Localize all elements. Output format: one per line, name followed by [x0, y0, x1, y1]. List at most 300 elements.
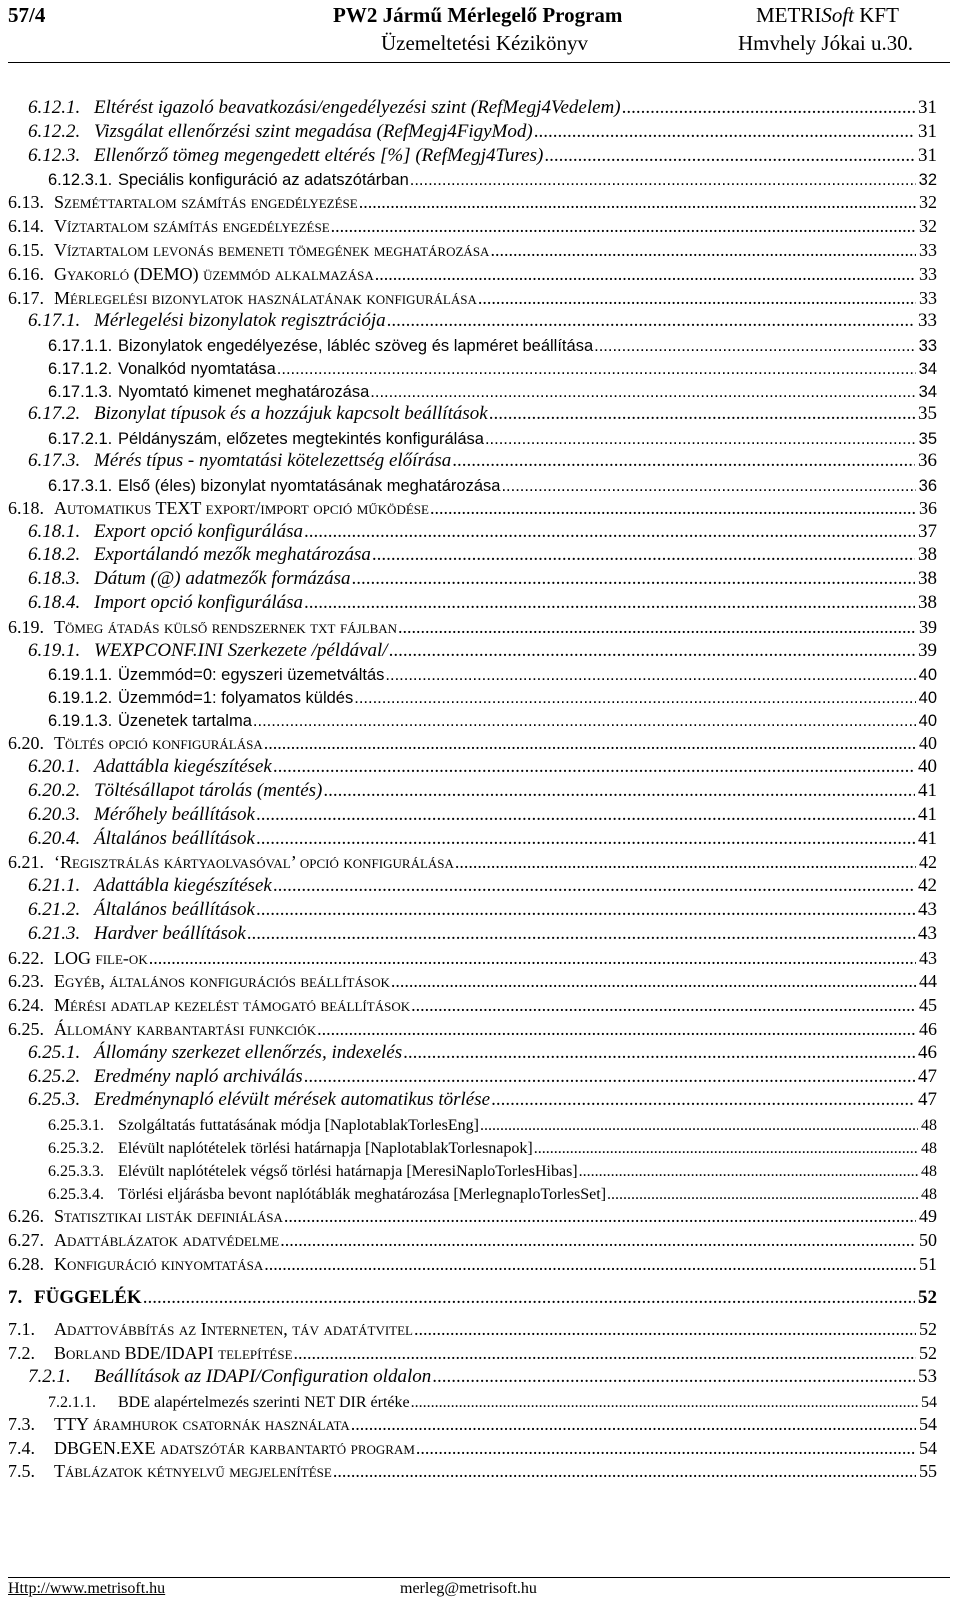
toc-entry[interactable] [48, 661, 937, 685]
toc-entry-page: 32 [918, 171, 937, 190]
toc-entry-number: 6.21.3. [28, 922, 81, 944]
toc-entry-title: Adattáblázatok adatvédelme [54, 1230, 280, 1250]
toc-entry-number: 6.25.3.1. [48, 1117, 104, 1135]
page-number: 57/4 [8, 3, 46, 27]
toc-entry-page: 48 [921, 1140, 937, 1158]
toc-entry[interactable] [28, 590, 937, 614]
toc-entry-page: 48 [921, 1186, 937, 1204]
toc-dot-leader [430, 498, 916, 519]
toc-entry-number: 6.20.3. [28, 803, 81, 825]
toc-entry-page: 48 [921, 1163, 937, 1181]
toc-entry-title: Elévült naplótételek törlési határnapja [NaplotablakTorlesnapok] [118, 1140, 533, 1158]
toc-dot-leader [331, 216, 916, 237]
footer-website-link[interactable]: Http://www.metrisoft.hu [8, 1580, 166, 1597]
toc-dot-leader [398, 617, 916, 638]
toc-entry-number: 6.17.3. [28, 450, 81, 471]
toc-entry-page: 54 [919, 1413, 937, 1434]
toc-entry-number: 6.17.1. [28, 310, 81, 332]
toc-entry-title: Adattábla kiegészítések [94, 875, 272, 897]
toc-entry[interactable] [28, 401, 937, 425]
footer-email: merleg@metrisoft.hu [400, 1580, 537, 1597]
toc-entry-number: 6.18.2. [28, 544, 81, 566]
document-title: PW2 Jármű Mérlegelő Program [333, 3, 623, 27]
toc-entry-page: 47 [918, 1089, 937, 1111]
toc-entry[interactable] [48, 378, 937, 402]
toc-entry-page: 38 [918, 592, 937, 613]
toc-entry[interactable] [48, 684, 937, 708]
toc-dot-leader [256, 828, 915, 850]
toc-entry[interactable] [8, 285, 937, 309]
toc-dot-leader [411, 995, 916, 1016]
toc-entry-page: 46 [919, 1019, 937, 1039]
toc-entry-number: 6.19.1. [28, 639, 81, 661]
toc-entry-page: 45 [919, 995, 937, 1016]
toc-dot-leader [375, 264, 916, 285]
toc-entry-title: Statisztikai listák definiálása [54, 1206, 283, 1227]
toc-entry-page: 32 [919, 216, 937, 237]
toc-entry[interactable] [8, 495, 937, 519]
toc-dot-leader [333, 1461, 916, 1482]
toc-entry-page: 52 [919, 1319, 937, 1340]
toc-entry-page: 41 [918, 803, 937, 825]
toc-entry-title: Import opció konfigurálása [94, 592, 303, 613]
toc-entry[interactable] [48, 355, 937, 379]
toc-entry[interactable] [28, 448, 937, 472]
toc-entry-title: Hardver beállítások [94, 922, 246, 944]
toc-entry-page: 31 [918, 120, 937, 142]
toc-entry-title: Adattovábbítás az Interneten, táv adatátvitel [54, 1319, 413, 1340]
toc-entry[interactable] [28, 1364, 937, 1388]
toc-entry-page: 42 [919, 852, 937, 873]
toc-entry[interactable] [48, 1388, 937, 1412]
toc-entry-page: 37 [918, 520, 937, 542]
toc-entry-number: 6.21.1. [28, 875, 81, 897]
toc-entry[interactable] [8, 968, 937, 992]
toc-entry[interactable] [48, 1111, 937, 1135]
toc-entry-title: Exportálandó mezők meghatározása [94, 544, 371, 566]
toc-dot-leader [372, 544, 915, 566]
toc-entry-number: 6.25.1. [28, 1041, 81, 1063]
toc-entry-title: DBGEN.EXE adatszótár karbantartó program [54, 1437, 415, 1458]
toc-entry[interactable] [28, 873, 937, 897]
toc-entry-number: 6.17.2.1. [48, 430, 113, 448]
toc-entry-number: 6.23. [8, 971, 44, 992]
toc-entry-number: 6.12.2. [28, 120, 81, 142]
toc-entry-title: FÜGGELÉK [34, 1286, 142, 1308]
toc-entry-page: 40 [918, 756, 937, 778]
toc-entry[interactable] [8, 1435, 937, 1459]
toc-entry-number: 6.26. [8, 1206, 44, 1227]
toc-entry[interactable] [8, 730, 937, 754]
toc-entry-number: 6.20.2. [28, 780, 81, 801]
toc-entry-title: LOG file-ok [54, 947, 148, 968]
toc-entry-number: 7.2.1. [28, 1366, 71, 1387]
toc-entry[interactable] [28, 542, 937, 566]
toc-entry-page: 35 [918, 403, 937, 425]
toc-entry[interactable] [8, 1411, 937, 1435]
toc-entry-page: 40 [918, 666, 937, 685]
toc-entry[interactable] [8, 1016, 937, 1040]
toc-entry-title: ‘Regisztrálás kártyaolvasóval’ opció konfigurálása [54, 852, 454, 873]
toc-dot-leader [534, 121, 915, 143]
toc-entry-number: 6.19.1.1. [48, 666, 113, 685]
toc-dot-leader [284, 1206, 916, 1227]
toc-entry-title: Törlési eljárásba bevont naplótáblák meghatározása [MerlegnaploTorlesSet] [118, 1186, 607, 1204]
toc-entry-page: 39 [918, 639, 937, 661]
toc-entry[interactable] [28, 826, 937, 850]
toc-dot-leader [501, 477, 915, 496]
toc-entry-title: Mérési adatlap kezelést támogató beállítások [54, 995, 411, 1016]
toc-entry-title: Szeméttartalom számítás engedélyezése [54, 192, 358, 213]
toc-dot-leader [280, 1230, 916, 1251]
toc-entry-number: 6.21.2. [28, 899, 81, 920]
toc-entry-page: 39 [919, 616, 937, 637]
toc-entry-page: 48 [921, 1117, 937, 1135]
toc-dot-leader [455, 852, 916, 873]
toc-entry[interactable] [8, 1285, 937, 1309]
toc-entry-page: 40 [918, 712, 937, 731]
toc-dot-leader [277, 360, 916, 379]
toc-entry[interactable] [8, 237, 937, 261]
toc-dot-leader [622, 97, 915, 119]
toc-entry[interactable] [8, 992, 937, 1016]
toc-entry[interactable] [28, 802, 937, 826]
toc-entry-number: 7.2.1.1. [48, 1393, 96, 1411]
toc-entry[interactable] [48, 166, 937, 190]
toc-entry-page: 43 [919, 947, 937, 968]
toc-entry-page: 44 [919, 971, 937, 992]
toc-dot-leader [452, 450, 915, 472]
toc-dot-leader [544, 145, 915, 167]
toc-entry[interactable] [48, 425, 937, 449]
toc-entry-page: 38 [918, 544, 937, 566]
toc-entry-title: Mérlegelési bizonylatok regisztrációja [94, 310, 386, 332]
toc-entry-number: 7.2. [8, 1343, 35, 1364]
toc-entry-number: 6.17.1.3. [48, 383, 113, 402]
toc-entry[interactable] [8, 614, 937, 638]
toc-entry-title: Speciális konfiguráció az adatszótárban [118, 171, 409, 190]
toc-entry[interactable] [28, 921, 937, 945]
toc-dot-leader [403, 1042, 915, 1064]
toc-entry[interactable] [28, 566, 937, 590]
toc-entry-title: Elévült naplótételek végső törlési határnapja [MeresiNaploTorlesHibas] [118, 1163, 578, 1181]
toc-entry-title: Beállítások az IDAPI/Configuration oldalon [94, 1366, 432, 1387]
toc-dot-leader [490, 240, 916, 261]
toc-entry-number: 6.25. [8, 1019, 44, 1039]
toc-entry-title: Üzemmód=1: folyamatos küldés [118, 689, 354, 708]
toc-entry-page: 43 [918, 899, 937, 920]
toc-entry-title: Első (éles) bizonylat nyomtatásának meghatározása [118, 476, 501, 495]
toc-entry[interactable] [8, 849, 937, 873]
toc-entry[interactable] [28, 95, 937, 119]
toc-entry-number: 6.25.3.2. [48, 1140, 104, 1158]
toc-entry-title: Konfiguráció kinyomtatása [54, 1253, 264, 1274]
toc-dot-leader [304, 592, 915, 614]
toc-entry-page: 31 [918, 97, 937, 118]
toc-dot-leader [485, 430, 916, 449]
toc-entry-page: 33 [918, 337, 937, 356]
toc-entry-title: Borland BDE/IDAPI telepítése [54, 1343, 293, 1364]
footer-divider [8, 1577, 950, 1578]
toc-dot-leader [256, 899, 915, 921]
toc-dot-leader [391, 971, 916, 992]
toc-entry-title: Dátum (@) adatmezők formázása [94, 568, 351, 590]
toc-entry[interactable] [28, 754, 937, 778]
toc-entry-page: 46 [918, 1041, 937, 1063]
toc-entry-title: Adattábla kiegészítések [94, 756, 272, 778]
toc-entry-page: 33 [919, 240, 937, 260]
toc-entry-number: 7.4. [8, 1437, 35, 1458]
toc-dot-leader [491, 1089, 915, 1111]
toc-dot-leader [387, 310, 915, 332]
toc-entry-page: 34 [918, 383, 937, 402]
toc-entry-number: 6.18.3. [28, 568, 81, 590]
toc-entry[interactable] [8, 945, 937, 969]
toc-entry-page: 38 [918, 568, 937, 590]
toc-entry-number: 6.16. [8, 263, 44, 284]
toc-entry-number: 6.17.1.2. [48, 360, 113, 379]
toc-entry-number: 6.25.3.4. [48, 1186, 104, 1204]
toc-entry[interactable] [48, 472, 937, 496]
toc-entry-page: 33 [918, 310, 937, 332]
toc-entry-page: 36 [919, 497, 937, 518]
toc-entry-title: Nyomtató kimenet meghatározása [118, 383, 370, 402]
document-subtitle: Üzemeltetési Kézikönyv [381, 31, 589, 55]
toc-entry-title: Export opció konfigurálása [94, 520, 303, 542]
toc-entry-page: 43 [918, 922, 937, 944]
toc-dot-leader [143, 1287, 915, 1309]
toc-entry-title: Automatikus TEXT export/import opció működése [54, 497, 429, 518]
toc-entry-title: Bizonylat típusok és a hozzájuk kapcsolt beállítások [94, 403, 488, 425]
toc-dot-leader [410, 171, 916, 190]
toc-dot-leader [256, 804, 915, 826]
toc-entry[interactable] [48, 1157, 937, 1181]
toc-entry-page: 54 [919, 1437, 937, 1458]
toc-dot-leader [351, 1414, 916, 1435]
toc-entry-title: Táblázatok kétnyelvű megjelenítése [54, 1461, 332, 1482]
toc-dot-leader [359, 192, 916, 213]
toc-dot-leader [354, 689, 915, 708]
toc-entry-title: Vonalkód nyomtatása [118, 360, 276, 379]
toc-entry-title: Bizonylatok engedélyezése, lábléc szöveg és lapméret beállítása [118, 337, 594, 356]
toc-entry-number: 6.17.3.1. [48, 476, 113, 495]
toc-dot-leader [264, 1254, 916, 1275]
company-address: Hmvhely Jókai u.30. [738, 31, 913, 55]
toc-entry-page: 42 [918, 875, 937, 897]
toc-dot-leader [264, 733, 916, 754]
toc-entry-title: Mérlegelési bizonylatok használatának konfigurálása [54, 287, 477, 308]
toc-entry-title: Mérés típus - nyomtatási kötelezettség előírása [94, 450, 452, 471]
toc-entry-title: WEXPCONF.INI Szerkezete /példával/ [94, 639, 388, 661]
toc-entry-page: 54 [921, 1393, 937, 1411]
toc-entry-title: Víztartalom levonás bemeneti tömegének meghatározása [54, 240, 490, 260]
toc-entry[interactable] [48, 1134, 937, 1158]
toc-dot-leader [489, 403, 915, 425]
page-header [0, 0, 960, 62]
toc-entry[interactable] [28, 897, 937, 921]
toc-entry-number: 6.18.4. [28, 592, 81, 613]
toc-entry-number: 6.27. [8, 1230, 44, 1250]
toc-entry[interactable] [8, 1251, 937, 1275]
toc-entry-number: 6.15. [8, 240, 44, 260]
toc-dot-leader [414, 1319, 916, 1340]
toc-entry-title: Üzemmód=0: egyszeri üzemetváltás [118, 666, 385, 685]
toc-entry-number: 6.25.3.3. [48, 1163, 104, 1181]
toc-entry-page: 31 [918, 144, 937, 166]
toc-dot-leader [480, 1117, 918, 1135]
toc-entry-title: BDE alapértelmezés szerinti NET DIR értéke [118, 1393, 410, 1411]
toc-dot-leader [273, 756, 915, 778]
toc-entry-title: Általános beállítások [94, 827, 255, 849]
toc-entry-page: 33 [919, 287, 937, 308]
toc-entry-page: 41 [918, 827, 937, 849]
toc-entry-number: 6.12.3. [28, 144, 81, 166]
toc-entry-number: 6.19.1.2. [48, 689, 113, 708]
toc-dot-leader [416, 1438, 916, 1459]
toc-entry-title: Ellenőrző tömeg megengedett eltérés [%] (RefMegj4Tures) [94, 144, 544, 166]
toc-entry-page: 41 [918, 780, 937, 801]
toc-entry[interactable] [28, 1040, 937, 1064]
toc-entry-number: 7.3. [8, 1413, 35, 1434]
toc-entry-title: Állomány szerkezet ellenőrzés, indexelés [94, 1041, 403, 1063]
toc-dot-leader [579, 1163, 918, 1181]
toc-entry-number: 6.17.1.1. [48, 337, 113, 356]
toc-dot-leader [389, 640, 915, 662]
toc-entry-number: 6.25.3. [28, 1089, 81, 1111]
toc-entry-page: 52 [918, 1286, 937, 1308]
toc-entry-title: Egyéb, általános konfigurációs beállítások [54, 971, 390, 992]
toc-dot-leader [149, 948, 916, 969]
toc-entry[interactable] [8, 1316, 937, 1340]
toc-entry-page: 55 [919, 1461, 937, 1482]
toc-entry-page: 40 [919, 733, 937, 754]
toc-entry-page: 51 [919, 1253, 937, 1274]
toc-entry-title: Eltérést igazoló beavatkozási/engedélyezési szint (RefMegj4Vedelem) [94, 97, 621, 118]
toc-entry[interactable] [8, 1458, 937, 1482]
toc-entry-title: Gyakorló (DEMO) üzemmód alkalmazása [54, 263, 374, 284]
toc-entry[interactable] [8, 1203, 937, 1227]
toc-entry-number: 6.25.2. [28, 1065, 81, 1087]
toc-dot-leader [304, 521, 915, 543]
toc-dot-leader [253, 712, 916, 731]
toc-dot-leader [247, 923, 915, 945]
toc-dot-leader [432, 1366, 915, 1388]
company-name: METRISoft KFT [756, 3, 899, 27]
toc-entry-number: 7.1. [8, 1319, 35, 1340]
toc-entry-number: 6.21. [8, 852, 44, 873]
toc-entry-page: 35 [918, 430, 937, 448]
toc-entry[interactable] [48, 332, 937, 356]
toc-entry-page: 40 [918, 689, 937, 708]
toc-entry-number: 6.18.1. [28, 520, 81, 542]
toc-dot-leader [385, 666, 915, 685]
toc-entry-number: 6.17.2. [28, 403, 81, 425]
toc-entry-title: Példányszám, előzetes megtekintés konfigurálása [118, 430, 484, 448]
toc-entry[interactable] [28, 778, 937, 802]
toc-entry-page: 50 [919, 1230, 937, 1250]
toc-dot-leader [273, 875, 915, 897]
toc-entry-number: 7.5. [8, 1461, 35, 1482]
toc-entry-page: 32 [919, 192, 937, 213]
toc-entry-number: 6.28. [8, 1253, 44, 1274]
toc-entry[interactable] [28, 1087, 937, 1111]
toc-entry[interactable] [48, 1180, 937, 1204]
toc-entry[interactable] [8, 1227, 937, 1251]
toc-dot-leader [317, 1019, 916, 1040]
toc-entry-page: 36 [918, 450, 937, 471]
toc-entry-number: 6.19.1.3. [48, 712, 113, 731]
toc-entry-number: 6.22. [8, 947, 44, 968]
toc-entry-number: 6.20.4. [28, 827, 81, 849]
toc-dot-leader [411, 1394, 918, 1412]
toc-dot-leader [370, 383, 915, 402]
toc-dot-leader [294, 1343, 916, 1364]
toc-entry[interactable] [28, 1064, 937, 1088]
toc-entry[interactable] [8, 213, 937, 237]
toc-entry-number: 6.20. [8, 733, 44, 754]
toc-entry[interactable] [48, 707, 937, 731]
toc-entry-title: Általános beállítások [94, 899, 255, 920]
toc-entry-title: Víztartalom számítás engedélyezése [54, 216, 330, 237]
toc-dot-leader [594, 337, 916, 356]
toc-entry-number: 6.17. [8, 287, 44, 308]
toc-entry-title: Állomány karbantartási funkciók [54, 1019, 317, 1039]
toc-entry-title: Mérőhely beállítások [94, 803, 255, 825]
toc-dot-leader [304, 1066, 915, 1088]
toc-entry-number: 6.18. [8, 497, 44, 518]
toc-entry-number: 6.12.3.1. [48, 171, 113, 190]
toc-entry-title: Töltésállapot tárolás (mentés) [94, 780, 323, 801]
toc-entry-title: Vizsgálat ellenőrzési szint megadása (RefMegj4FigyMod) [94, 120, 533, 142]
toc-entry[interactable] [8, 261, 937, 285]
toc-entry-page: 49 [919, 1206, 937, 1227]
toc-entry[interactable] [28, 308, 937, 332]
toc-entry[interactable] [28, 143, 937, 167]
toc-dot-leader [352, 568, 915, 590]
toc-entry-page: 53 [918, 1366, 937, 1387]
toc-entry-page: 52 [919, 1343, 937, 1364]
toc-entry-number: 6.24. [8, 995, 44, 1016]
toc-entry-number: 6.14. [8, 216, 44, 237]
toc-entry-title: TTY áramhurok csatornák használata [54, 1413, 350, 1434]
toc-entry[interactable] [28, 119, 937, 143]
toc-entry[interactable] [28, 519, 937, 543]
toc-entry-title: Eredménynapló elévült mérések automatikus törlése [94, 1089, 491, 1111]
toc-entry-number: 6.20.1. [28, 756, 81, 778]
toc-entry-number: 7. [8, 1286, 23, 1308]
toc-entry[interactable] [28, 638, 937, 662]
toc-entry-title: Tömeg átadás külső rendszernek txt fájlban [54, 616, 398, 637]
toc-entry-title: Eredmény napló archiválás [94, 1065, 303, 1087]
toc-entry-number: 6.19. [8, 616, 44, 637]
toc-dot-leader [534, 1140, 918, 1158]
toc-entry-number: 6.13. [8, 192, 44, 213]
header-divider [8, 62, 950, 63]
toc-dot-leader [478, 288, 916, 309]
toc-entry-number: 6.12.1. [28, 97, 81, 118]
toc-entry-title: Szolgáltatás futtatásának módja [NaplotablakTorlesEng] [118, 1117, 479, 1135]
toc-entry-page: 36 [918, 476, 937, 495]
toc-dot-leader [607, 1186, 918, 1204]
toc-entry-title: Töltés opció konfigurálása [54, 733, 263, 754]
toc-dot-leader [323, 780, 915, 802]
toc-entry-title: Üzenetek tartalma [118, 712, 252, 731]
toc-entry[interactable] [8, 189, 937, 213]
toc-entry-page: 33 [919, 263, 937, 284]
toc-entry-page: 34 [918, 360, 937, 379]
toc-entry-page: 47 [918, 1065, 937, 1087]
toc-entry[interactable] [8, 1340, 937, 1364]
